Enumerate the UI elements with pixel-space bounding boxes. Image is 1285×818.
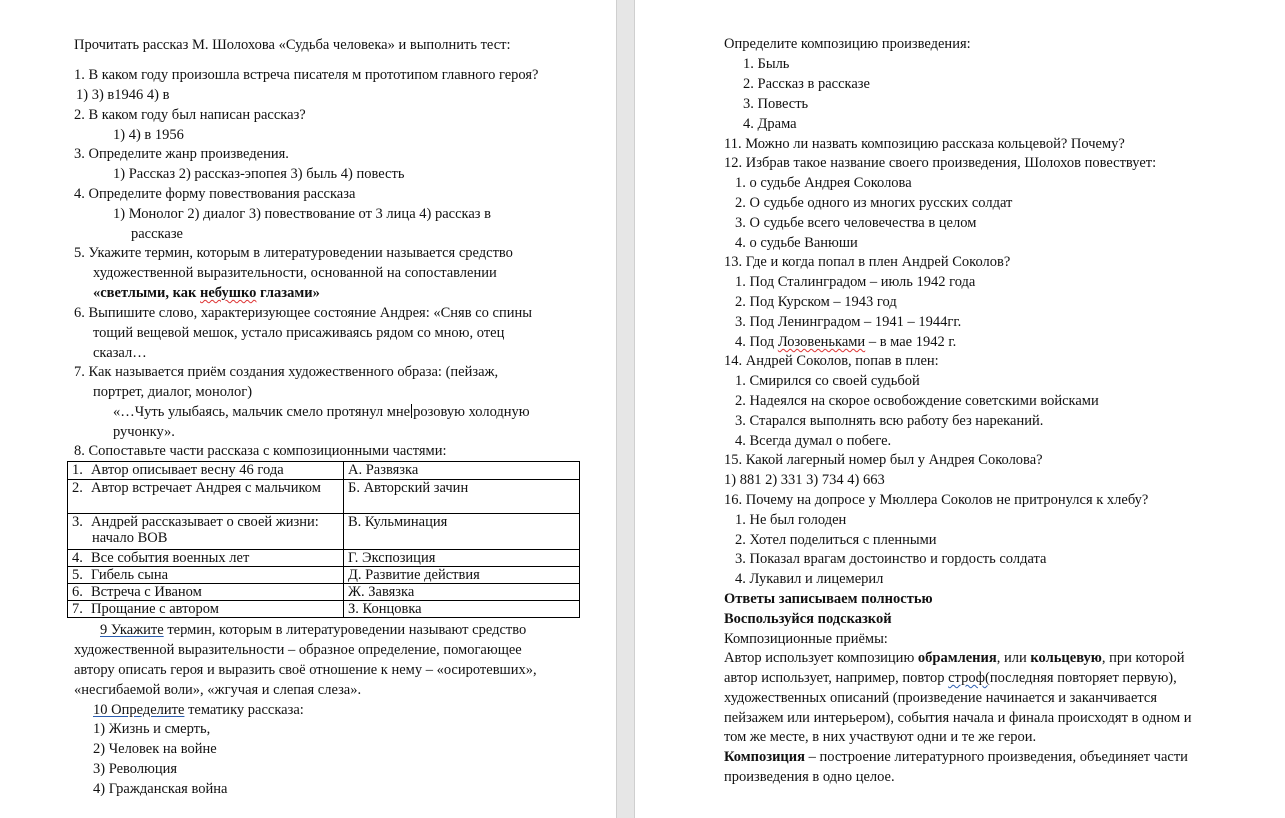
quote-part: розовую холодную bbox=[413, 404, 530, 420]
table-cell: 6. Встреча с Иваном bbox=[68, 584, 344, 601]
list-item: 3) Революция bbox=[93, 761, 178, 777]
table-cell: В. Кульминация bbox=[344, 514, 580, 550]
question-3-options: 1) Рассказ 2) рассказ-эпопея 3) быль 4) повесть bbox=[113, 166, 405, 182]
list-item: 2. Рассказ в рассказе bbox=[743, 76, 870, 92]
question-2: 2. В каком году был написан рассказ? bbox=[74, 107, 306, 123]
table-cell: Б. Авторский зачин bbox=[344, 480, 580, 514]
question-12: 12. Избрав такое название своего произведения, Шолохов повествует: bbox=[724, 155, 1157, 171]
question-14: 14. Андрей Соколов, попав в плен: bbox=[724, 353, 939, 369]
table-cell: 7. Прощание с автором bbox=[68, 601, 344, 618]
list-item: 2. Хотел поделиться с пленными bbox=[735, 532, 937, 548]
question-6: 6. Выпишите слово, характеризующее состояние Андрея: «Сняв со спины bbox=[74, 305, 532, 321]
list-item: 3. Повесть bbox=[743, 96, 809, 112]
matching-table bbox=[67, 461, 580, 618]
text-cursor bbox=[411, 404, 412, 418]
list-item: 1. Под Сталинградом – июль 1942 года bbox=[735, 274, 976, 290]
table-cell: З. Концовка bbox=[344, 601, 580, 618]
quote-part: глазами» bbox=[256, 285, 320, 301]
question-5-line-2: художественной выразительности, основанной на сопоставлении bbox=[93, 265, 497, 281]
table-cell: 5. Гибель сына bbox=[68, 567, 344, 584]
question-4-options: 1) Монолог 2) диалог 3) повествование от 3 лица 4) рассказ в bbox=[113, 206, 491, 222]
document-page-left bbox=[0, 0, 617, 818]
list-item: 4. Драма bbox=[743, 116, 797, 132]
question-1: 1. В каком году произошла встреча писателя м прототипом главного героя? bbox=[74, 67, 539, 83]
table-cell: Д. Развитие действия bbox=[344, 567, 580, 584]
list-item: 1. Смирился со своей судьбой bbox=[735, 373, 920, 389]
list-item: 3. О судьбе всего человечества в целом bbox=[735, 215, 977, 231]
list-item: 1) Жизнь и смерть, bbox=[93, 721, 211, 737]
list-item: 3. Старался выполнять всю работу без нареканий. bbox=[735, 413, 1044, 429]
question-9 bbox=[100, 621, 526, 639]
question-7: 7. Как называется приём создания художественного образа: (пейзаж, bbox=[74, 364, 499, 380]
list-item: 2. Под Курском – 1943 год bbox=[735, 294, 897, 310]
list-item: 2) Человек на войне bbox=[93, 741, 217, 757]
table-row bbox=[68, 601, 580, 618]
list-item: 2. Надеялся на скорое освобождение советскими войсками bbox=[735, 393, 1099, 409]
question-9-line-2: художественной выразительности – образное определение, помогающее bbox=[74, 642, 522, 658]
table-cell: 4. Все события военных лет bbox=[68, 550, 344, 567]
question-7-line-2: портрет, диалог, монолог) bbox=[93, 384, 253, 400]
hint-paragraph-1-line-3: художественных описаний (произведение начинается и заканчивается bbox=[724, 690, 1158, 706]
table-cell: Г. Экспозиция bbox=[344, 550, 580, 567]
list-item: 1. о судьбе Андрея Соколова bbox=[735, 175, 912, 191]
misspelled-word: небушко bbox=[200, 285, 257, 301]
question-9-line-4: «несгибаемой воли», «жгучая и слепая слеза». bbox=[74, 682, 362, 698]
question-2-options: 1) 4) в 1956 bbox=[113, 127, 184, 143]
list-item: 1. Не был голоден bbox=[735, 512, 847, 528]
list-item: 4. Всегда думал о побеге. bbox=[735, 433, 892, 449]
table-cell: 1. Автор описывает весну 46 года bbox=[68, 462, 344, 480]
question-10-lead: 10 Определите bbox=[93, 702, 185, 718]
quote-part: «светлыми, как bbox=[93, 285, 201, 301]
question-4: 4. Определите форму повествования рассказа bbox=[74, 186, 356, 202]
list-item: 4) Гражданская война bbox=[93, 781, 228, 797]
techniques-heading: Композиционные приёмы: bbox=[724, 631, 888, 647]
question-15: 15. Какой лагерный номер был у Андрея Соколова? bbox=[724, 452, 1043, 468]
question-3: 3. Определите жанр произведения. bbox=[74, 146, 289, 162]
table-cell: 2. Автор встречает Андрея с мальчиком bbox=[68, 480, 344, 514]
list-item: 4. Лукавил и лицемерил bbox=[735, 571, 884, 587]
question-5: 5. Укажите термин, которым в литературоведении называется средство bbox=[74, 245, 513, 261]
hint-paragraph-2: Композиция – построение литературного произведения, объединяет части bbox=[724, 749, 1188, 765]
question-7-quote-cont: ручонку». bbox=[113, 424, 175, 440]
question-1-options: 1) 3) в1946 4) в bbox=[76, 87, 170, 103]
hint-paragraph-1-line-2: автор использует, например, повтор строф(последняя повторяет первую), bbox=[724, 670, 1177, 686]
list-item: 4. о судьбе Ванюши bbox=[735, 235, 858, 251]
grammar-flag: строф( bbox=[948, 670, 990, 686]
table-row bbox=[68, 584, 580, 601]
question-9-text: термин, которым в литературоведении называют средство bbox=[163, 622, 527, 638]
question-10-text: тематику рассказа: bbox=[184, 702, 304, 718]
question-9-lead: 9 Укажите bbox=[100, 622, 164, 638]
question-7-quote bbox=[113, 403, 530, 421]
table-cell: 3. Андрей рассказывает о своей жизни: начало ВОВ bbox=[68, 514, 344, 550]
list-item: 2. О судьбе одного из многих русских солдат bbox=[735, 195, 1013, 211]
table-cell: А. Развязка bbox=[344, 462, 580, 480]
question-10 bbox=[93, 701, 304, 719]
question-9-line-3: автору описать героя и выразить своё отношение к нему – «осиротевших», bbox=[74, 662, 537, 678]
question-15-options: 1) 881 2) 331 3) 734 4) 663 bbox=[724, 472, 885, 488]
hint-paragraph-1-line-4: пейзажем или интерьером), события начала и финала происходят в одном и bbox=[724, 710, 1192, 726]
composition-question: Определите композицию произведения: bbox=[724, 36, 971, 52]
table-row bbox=[68, 567, 580, 584]
question-6-line-2: тощий вещевой мешок, устало присаживаясь рядом со мною, отец bbox=[93, 325, 505, 341]
list-item: 3. Показал врагам достоинство и гордость солдата bbox=[735, 551, 1047, 567]
question-8: 8. Сопоставьте части рассказа с композиционными частями: bbox=[74, 443, 447, 459]
hint-paragraph-2-line-2: произведения в одно целое. bbox=[724, 769, 895, 785]
list-item: 3. Под Ленинградом – 1941 – 1944гг. bbox=[735, 314, 962, 330]
hint-heading: Воспользуйся подсказкой bbox=[724, 611, 892, 627]
task-title: Прочитать рассказ М. Шолохова «Судьба человека» и выполнить тест: bbox=[74, 37, 511, 53]
hint-paragraph-1-line-5: том же месте, в них участвуют одни и те же герои. bbox=[724, 729, 1037, 745]
table-row bbox=[68, 480, 580, 514]
list-item: 1. Быль bbox=[743, 56, 790, 72]
quote-part: «…Чуть улыбаясь, мальчик смело протянул мне bbox=[113, 404, 411, 420]
hint-paragraph-1: Автор использует композицию обрамления, или кольцевую, при которой bbox=[724, 650, 1185, 666]
question-4-options-cont: рассказе bbox=[131, 226, 183, 242]
table-row bbox=[68, 462, 580, 480]
question-6-line-3: сказал… bbox=[93, 345, 147, 361]
list-item: 4. Под Лозовеньками – в мае 1942 г. bbox=[735, 334, 957, 350]
table-row bbox=[68, 550, 580, 567]
table-cell: Ж. Завязка bbox=[344, 584, 580, 601]
misspelled-word: Лозовеньками bbox=[777, 334, 866, 350]
question-11: 11. Можно ли назвать композицию рассказа кольцевой? Почему? bbox=[724, 136, 1125, 152]
question-5-quote bbox=[93, 284, 320, 302]
question-16: 16. Почему на допросе у Мюллера Соколов не притронулся к хлебу? bbox=[724, 492, 1149, 508]
document-page-right bbox=[634, 0, 1285, 818]
table-row bbox=[68, 514, 580, 550]
question-13: 13. Где и когда попал в плен Андрей Соколов? bbox=[724, 254, 1011, 270]
answers-heading: Ответы записываем полностью bbox=[724, 591, 933, 607]
